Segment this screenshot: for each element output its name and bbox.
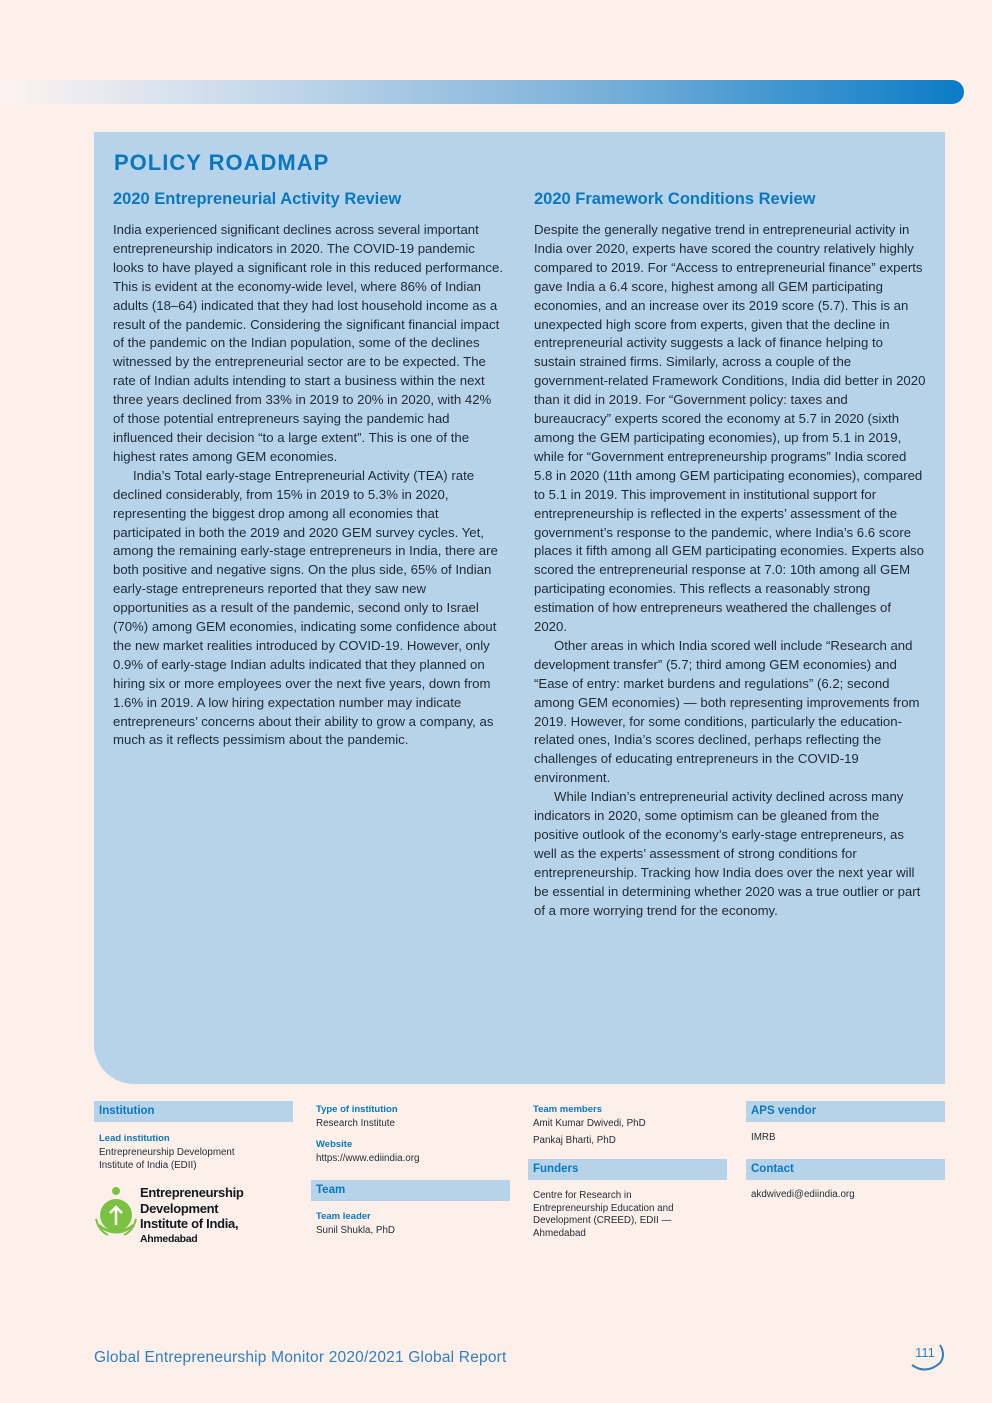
entrepreneurial-activity-column [113, 190, 505, 750]
team-member-1: Amit Kumar Dwivedi, PhD [533, 1118, 646, 1129]
logo-line-4: Ahmedabad [140, 1232, 198, 1245]
policy-roadmap-panel [94, 132, 945, 1084]
activity-paragraph-2: India’s Total early-stage Entrepreneurial Activity (TEA) rate declined considerably, from 15% in 2019 to 5.3% in 2020, representing the biggest drop among all economies that participated in both the 2019 and 2020 GEM survey cycles. Yet, among the remaining early-stage entrepreneurs in India, there are both positive and negative signs. On the plus side, 65% of Indian early-stage entrepreneurs reported that they saw new opportunities as a result of the pandemic, second only to Israel (70%) among GEM economies, indicating some confidence about the new market realities introduced by COVID-19. However, only 0.9% of early-stage Indian adults indicated that they planned on hiring six or more employees over the next five years, down from 1.6% in 2019. A low hiring expectation number may indicate entrepreneurs’ concerns about their ability to grow a company, as much as it reflects pessimism about the pandemic. [113, 467, 498, 748]
vendor-contact-column [746, 1101, 945, 1201]
team-bar: Team [311, 1180, 510, 1201]
logo-line-2: Development [140, 1200, 219, 1216]
aps-vendor-bar: APS vendor [746, 1101, 945, 1122]
team-info-section [0, 1101, 992, 1301]
header-gradient-bar [0, 80, 964, 104]
website-label: Website [316, 1138, 353, 1150]
aps-vendor-value: IMRB [751, 1132, 776, 1143]
funders-value: Centre for Research in Entrepreneurship Education and Development (CREED), EDII — Ahmedabad [533, 1190, 674, 1239]
type-of-institution-value: Research Institute [316, 1118, 395, 1129]
logo-line-1: Entrepreneurship [140, 1185, 244, 1200]
lead-institution-label: Lead institution [99, 1133, 170, 1144]
framework-paragraph-2: Other areas in which India scored well include “Research and development transfer” (5.7; third among GEM economies) and “Ease of entry: market burdens and regulations” (6.2; second among GEM economies) — both representing improvements from 2019. However, for some conditions, particularly the education-related ones, India’s scores declined, perhaps reflecting the challenges of educating entrepreneurs in the COVID-19 environment. [534, 637, 920, 786]
activity-paragraph-1: India experienced significant declines across several important entrepreneurship indicators in 2020. The COVID-19 pandemic looks to have played a significant role in this reduced performance. This is evident at the economy-wide level, where 86% of Indian adults (18–64) indicated that they had lost household income as a result of the pandemic. Considering the significant financial impact of the pandemic on the Indian population, some of the declines witnessed by the entrepreneurial sector are to be expected. The rate of Indian adults intending to start a business within the next three years declined from 33% in 2019 to 20% in 2020, with 42% of those potential entrepreneurs saying the pandemic had influenced their decision “to a large extent”. This is one of the highest rates among GEM economies. [113, 222, 503, 464]
edii-logo [94, 1185, 293, 1249]
report-title-footer: Global Entrepreneurship Monitor 2020/2021 Global Report [94, 1349, 507, 1366]
funders-bar: Funders [528, 1159, 727, 1180]
edii-emblem-icon [94, 1185, 138, 1241]
policy-roadmap-title: POLICY ROADMAP [114, 150, 330, 175]
team-leader-label: Team leader [316, 1211, 371, 1222]
framework-conditions-column [534, 190, 926, 921]
contact-email[interactable]: akdwivedi@ediindia.org [751, 1188, 855, 1200]
website-link[interactable]: https://www.ediindia.org [316, 1152, 420, 1164]
framework-conditions-heading: 2020 Framework Conditions Review [534, 190, 816, 208]
team-members-label: Team members [533, 1104, 602, 1115]
logo-line-3: Institute of India, [140, 1216, 239, 1231]
institution-bar: Institution [94, 1101, 293, 1122]
framework-paragraph-3: While Indian’s entrepreneurial activity declined across many indicators in 2020, some optimism can be gleaned from the positive outlook of the economy’s early-stage entrepreneurs, as well as the experts’ assessment of strong conditions for entrepreneurship. Tracking how India does over the next year will be essential in determining whether 2020 was a true outlier or part of a more worrying trend for the economy. [534, 789, 921, 918]
framework-paragraph-1: Despite the generally negative trend in entrepreneurial activity in India over 2020, experts have scored the country relatively highly compared to 2019. For “Access to entrepreneurial finance” experts gave India a 6.4 score, highest among all GEM participating economies, and an increase over its 2019 score (5.7). This is an unexpected high score from experts, given that the decline in entrepreneurial activity suggests a lack of finance helping to sustain strained firms. Similarly, across a couple of the government-related Framework Conditions, India did better in 2020 than it did in 2019. For “Government policy: taxes and bureaucracy” experts scored the economy at 5.7 in 2020 (sixth among the GEM participating economies), up from 5.1 in 2019, while for “Government entrepreneurship programs” India scored 5.8 in 2020 (11th among GEM participating economies), compared to 5.1 in 2019. This improvement in institutional support for entrepreneurship is reflected in the experts’ assessment of the government’s response to the pandemic, where India’s 6.6 score places it fifth among all GEM participating economies. Experts also scored the entrepreneurial response at 7.0: 10th among all GEM participating economies. This reflects a reasonably strong estimation of how entrepreneurs weathered the challenges of 2020. [534, 222, 926, 635]
contact-bar: Contact [746, 1159, 945, 1180]
institution-details-column [311, 1101, 510, 1238]
lead-institution-value: Entrepreneurship Development Institute of India (EDII) [99, 1147, 235, 1171]
page-number: 111 [915, 1345, 935, 1360]
page-number-badge [906, 1339, 948, 1373]
team-leader-value: Sunil Shukla, PhD [316, 1225, 395, 1236]
edii-logo-wordmark [140, 1185, 244, 1247]
team-members-column [528, 1101, 727, 1240]
type-of-institution-label: Type of institution [316, 1104, 398, 1115]
institution-column [94, 1101, 293, 1245]
team-member-2: Pankaj Bharti, PhD [533, 1134, 616, 1146]
entrepreneurial-activity-heading: 2020 Entrepreneurial Activity Review [113, 190, 402, 208]
